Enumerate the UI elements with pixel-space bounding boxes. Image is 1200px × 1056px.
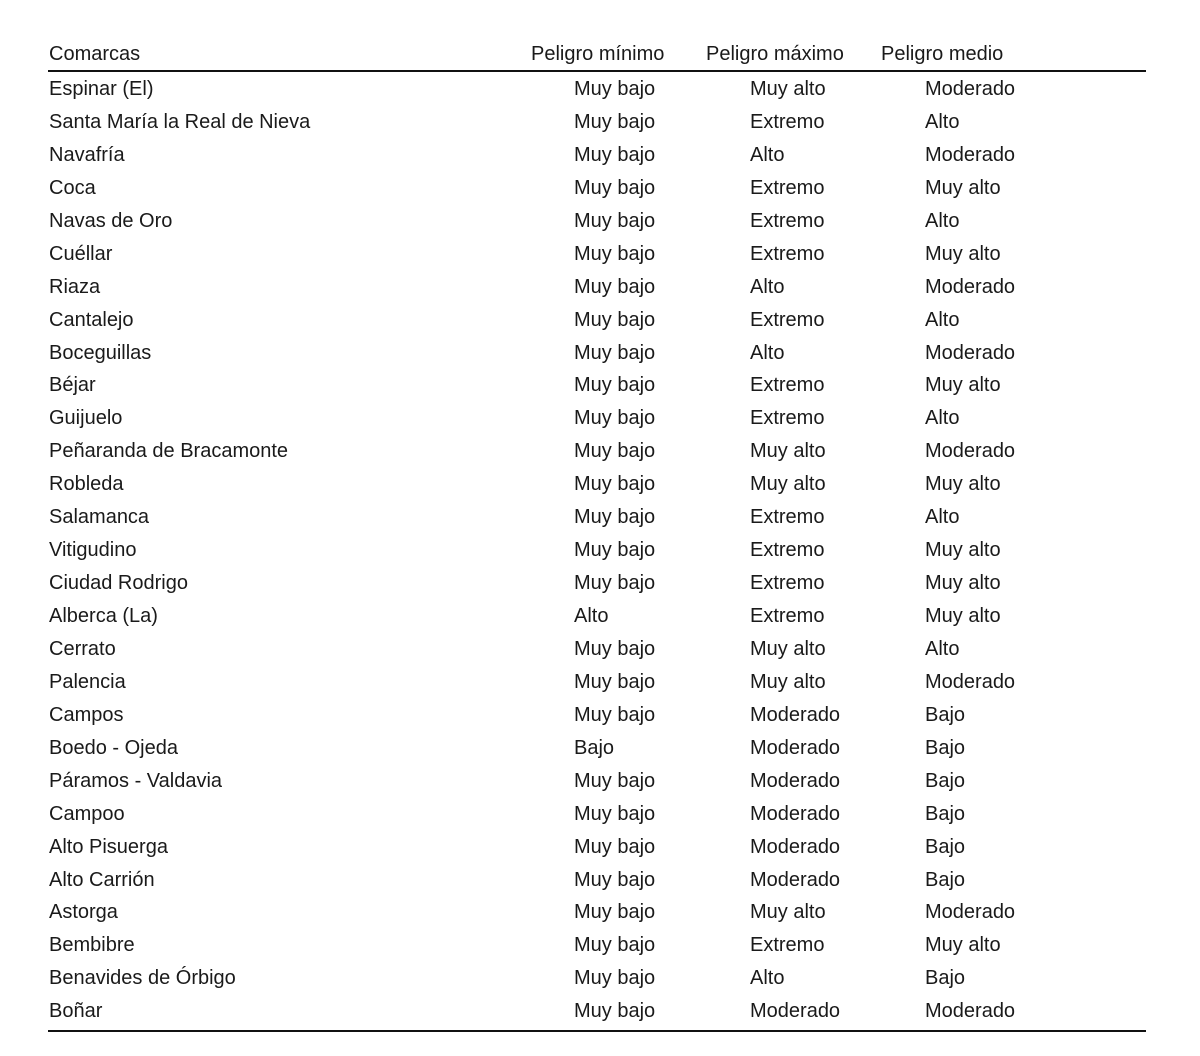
table-body [48,72,1146,1028]
cell-peligro-minimo: Muy bajo [574,506,656,529]
cell-peligro-maximo: Muy alto [750,901,826,924]
cell-peligro-minimo: Muy bajo [574,934,656,957]
table-row [48,567,1146,600]
cell-comarca: Navas de Oro [49,209,173,232]
cell-peligro-maximo: Alto [750,143,785,166]
cell-peligro-maximo: Extremo [750,572,825,595]
cell-comarca: Alto Carrión [49,868,155,891]
cell-peligro-minimo: Muy bajo [574,78,656,100]
cell-peligro-maximo: Muy alto [750,637,826,660]
table-row [48,699,1146,732]
cell-peligro-medio: Bajo [925,769,966,792]
cell-peligro-minimo: Muy bajo [574,407,656,430]
table-row [48,534,1146,567]
cell-peligro-medio: Alto [925,209,960,232]
cell-peligro-medio: Bajo [925,868,966,891]
table-row [48,337,1146,370]
cell-peligro-minimo: Muy bajo [574,670,656,693]
table-row [48,666,1146,699]
table-row [48,106,1146,139]
cell-peligro-medio: Muy alto [925,934,1001,957]
table-row [48,929,1146,962]
cell-comarca: Béjar [49,374,96,397]
cell-peligro-minimo: Muy bajo [574,802,656,825]
cell-peligro-medio: Moderado [925,143,1016,166]
table-row [48,831,1146,864]
cell-comarca: Alberca (La) [49,605,158,627]
cell-comarca: Boñar [49,1000,103,1023]
cell-peligro-medio: Moderado [925,275,1016,298]
cell-comarca: Peñaranda de Bracamonte [49,440,289,463]
cell-peligro-medio: Bajo [925,736,966,759]
cell-peligro-minimo: Muy bajo [574,539,656,562]
header-peligro-minimo: Peligro mínimo [531,43,665,65]
cell-peligro-minimo: Muy bajo [574,143,656,166]
table-row [48,501,1146,534]
cell-peligro-minimo: Muy bajo [574,967,656,990]
table-row [48,205,1146,238]
cell-comarca: Vitigudino [49,539,137,562]
cell-peligro-minimo: Muy bajo [574,209,656,232]
cell-peligro-minimo: Muy bajo [574,275,656,298]
cell-peligro-minimo: Muy bajo [574,308,656,331]
cell-peligro-maximo: Extremo [750,209,825,232]
cell-peligro-maximo: Alto [750,341,785,364]
header-comarcas: Comarcas [49,43,141,65]
cell-peligro-minimo: Muy bajo [574,374,656,397]
cell-peligro-minimo: Alto [574,605,609,627]
cell-peligro-medio: Bajo [925,802,966,825]
cell-peligro-maximo: Extremo [750,308,825,331]
table-row [48,304,1146,337]
cell-peligro-medio: Alto [925,407,960,430]
cell-comarca: Astorga [49,901,118,924]
cell-peligro-medio: Alto [925,506,960,529]
cell-peligro-maximo: Extremo [750,110,825,133]
cell-peligro-minimo: Muy bajo [574,110,656,133]
cell-peligro-medio: Moderado [925,78,1016,100]
table-row [48,765,1146,798]
cell-peligro-minimo: Muy bajo [574,769,656,792]
cell-peligro-minimo: Muy bajo [574,440,656,463]
cell-peligro-maximo: Extremo [750,374,825,397]
cell-peligro-minimo: Muy bajo [574,703,656,726]
table-row [48,995,1146,1028]
cell-peligro-medio: Moderado [925,341,1016,364]
cell-peligro-medio: Moderado [925,1000,1016,1023]
cell-peligro-medio: Moderado [925,901,1016,924]
cell-peligro-maximo: Moderado [750,868,841,891]
cell-peligro-medio: Muy alto [925,176,1001,199]
cell-peligro-maximo: Muy alto [750,78,826,100]
table-row [48,864,1146,897]
cell-comarca: Cerrato [49,637,116,660]
cell-peligro-maximo: Muy alto [750,670,826,693]
cell-peligro-medio: Bajo [925,703,966,726]
header-peligro-medio: Peligro medio [881,43,1004,65]
cell-comarca: Benavides de Órbigo [49,967,236,990]
cell-comarca: Cuéllar [49,242,113,265]
cell-peligro-medio: Muy alto [925,242,1001,265]
header-peligro-maximo: Peligro máximo [706,43,844,65]
cell-comarca: Navafría [49,143,125,166]
cell-peligro-maximo: Extremo [750,506,825,529]
cell-peligro-maximo: Moderado [750,769,841,792]
cell-peligro-medio: Alto [925,308,960,331]
table-row [48,369,1146,402]
cell-peligro-maximo: Moderado [750,835,841,858]
cell-comarca: Guijuelo [49,407,123,430]
cell-peligro-medio: Alto [925,110,960,133]
table-row [48,600,1146,633]
cell-peligro-medio: Bajo [925,967,966,990]
cell-peligro-maximo: Moderado [750,802,841,825]
cell-peligro-maximo: Extremo [750,934,825,957]
cell-peligro-minimo: Muy bajo [574,637,656,660]
table-row [48,435,1146,468]
cell-peligro-minimo: Muy bajo [574,868,656,891]
cell-comarca: Ciudad Rodrigo [49,572,188,595]
cell-peligro-maximo: Alto [750,275,785,298]
cell-peligro-minimo: Muy bajo [574,176,656,199]
cell-peligro-medio: Muy alto [925,572,1001,595]
cell-peligro-minimo: Bajo [574,736,615,759]
cell-comarca: Coca [49,176,96,199]
cell-peligro-maximo: Extremo [750,176,825,199]
cell-peligro-medio: Alto [925,637,960,660]
cell-peligro-maximo: Extremo [750,605,825,627]
cell-comarca: Robleda [49,473,124,496]
cell-peligro-medio: Muy alto [925,374,1001,397]
cell-comarca: Boceguillas [49,341,152,364]
cell-peligro-maximo: Extremo [750,242,825,265]
table-row [48,238,1146,271]
cell-peligro-maximo: Moderado [750,1000,841,1023]
cell-comarca: Palencia [49,670,126,693]
cell-comarca: Cantalejo [49,308,134,331]
table-row [48,962,1146,995]
cell-comarca: Santa María la Real de Nieva [49,110,311,133]
cell-comarca: Alto Pisuerga [49,835,168,858]
cell-comarca: Salamanca [49,506,150,529]
cell-peligro-maximo: Muy alto [750,473,826,496]
cell-peligro-minimo: Muy bajo [574,1000,656,1023]
table-row [48,139,1146,172]
cell-peligro-maximo: Extremo [750,539,825,562]
cell-comarca: Espinar (El) [49,78,154,100]
cell-peligro-medio: Muy alto [925,473,1001,496]
cell-peligro-medio: Bajo [925,835,966,858]
cell-peligro-minimo: Muy bajo [574,835,656,858]
table-row [48,468,1146,501]
cell-peligro-minimo: Muy bajo [574,341,656,364]
cell-comarca: Boedo - Ojeda [49,736,178,759]
bottom-rule [48,1030,1146,1032]
cell-peligro-maximo: Moderado [750,736,841,759]
cell-peligro-maximo: Muy alto [750,440,826,463]
cell-peligro-minimo: Muy bajo [574,473,656,496]
cell-comarca: Campoo [49,802,125,825]
table-row [48,172,1146,205]
table-row [48,732,1146,765]
cell-peligro-maximo: Extremo [750,407,825,430]
cell-comarca: Campos [49,703,124,726]
cell-comarca: Riaza [49,275,101,298]
cell-peligro-medio: Moderado [925,440,1016,463]
table-row [48,271,1146,304]
cell-peligro-minimo: Muy bajo [574,901,656,924]
table-row [48,798,1146,831]
table-row [48,73,1146,106]
cell-peligro-maximo: Alto [750,967,785,990]
cell-peligro-maximo: Moderado [750,703,841,726]
cell-peligro-medio: Muy alto [925,605,1001,627]
table-row [48,896,1146,929]
cell-peligro-medio: Moderado [925,670,1016,693]
cell-peligro-minimo: Muy bajo [574,572,656,595]
cell-comarca: Bembibre [49,934,135,957]
cell-peligro-medio: Muy alto [925,539,1001,562]
cell-comarca: Páramos - Valdavia [49,769,223,792]
table-row [48,402,1146,435]
hazard-table [48,40,1146,1032]
table-header [48,40,1146,72]
cell-peligro-minimo: Muy bajo [574,242,656,265]
table-row [48,633,1146,666]
